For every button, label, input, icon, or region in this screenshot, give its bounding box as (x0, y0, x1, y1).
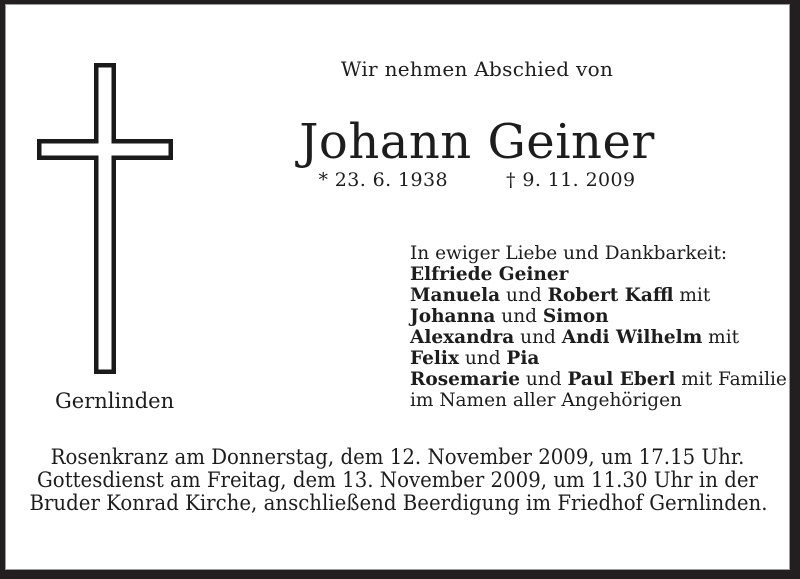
mourner-line (410, 369, 787, 390)
mourner-text: mit (702, 327, 740, 348)
notice-card (5, 4, 790, 570)
mourner-text: mit Familie (675, 369, 787, 390)
deceased-name: Johann Geiner (299, 114, 655, 170)
mourner-line (410, 285, 787, 306)
mourner-line (410, 264, 787, 285)
mourner-name: Manuela (410, 285, 501, 306)
mourner-text: und (500, 285, 548, 306)
schedule-line: Bruder Konrad Kirche, anschließend Beerdigung im Friedhof Gernlinden. (29, 491, 768, 516)
mourner-name: Elfriede Geiner (410, 264, 569, 285)
mourner-name: Pia (506, 348, 540, 369)
mourner-name: Felix (410, 348, 459, 369)
mourner-line (410, 348, 787, 369)
farewell-intro: Wir nehmen Abschied von (340, 57, 614, 81)
mourner-text: und (520, 369, 568, 390)
schedule-line: Gottesdienst am Freitag, dem 13. November 2009, um 11.30 Uhr in der (37, 468, 758, 493)
funeral-schedule (29, 445, 768, 516)
mourner-name: Robert Kaffl (547, 285, 674, 306)
mourners-block (410, 243, 787, 411)
mourner-name: Alexandra (410, 327, 515, 348)
mourner-text: und (458, 348, 507, 369)
death-date: † 9. 11. 2009 (506, 169, 636, 191)
mourner-name: Andi Wilhelm (561, 327, 703, 348)
mourner-name: Johanna (410, 306, 496, 327)
mourner-name: Rosemarie (410, 369, 521, 390)
mourners-intro: In ewiger Liebe und Dankbarkeit: (410, 243, 728, 264)
mourner-text: und (495, 306, 543, 327)
mourner-text: und (514, 327, 562, 348)
place-name: Gernlinden (55, 389, 175, 413)
mourner-line (410, 306, 787, 327)
birth-date: * 23. 6. 1938 (318, 169, 448, 191)
mourners-list (410, 264, 787, 411)
life-dates (166, 169, 788, 192)
mourner-name: Paul Eberl (567, 369, 676, 390)
mourner-line (410, 327, 787, 348)
schedule-line: Rosenkranz am Donnerstag, dem 12. November 2009, um 17.15 Uhr. (50, 445, 745, 469)
latin-cross-icon (34, 61, 176, 376)
mourner-text: im Namen aller Angehörigen (410, 390, 682, 411)
mourner-text: mit (673, 285, 711, 306)
mourner-line (410, 390, 787, 411)
mourner-name: Simon (542, 306, 609, 327)
